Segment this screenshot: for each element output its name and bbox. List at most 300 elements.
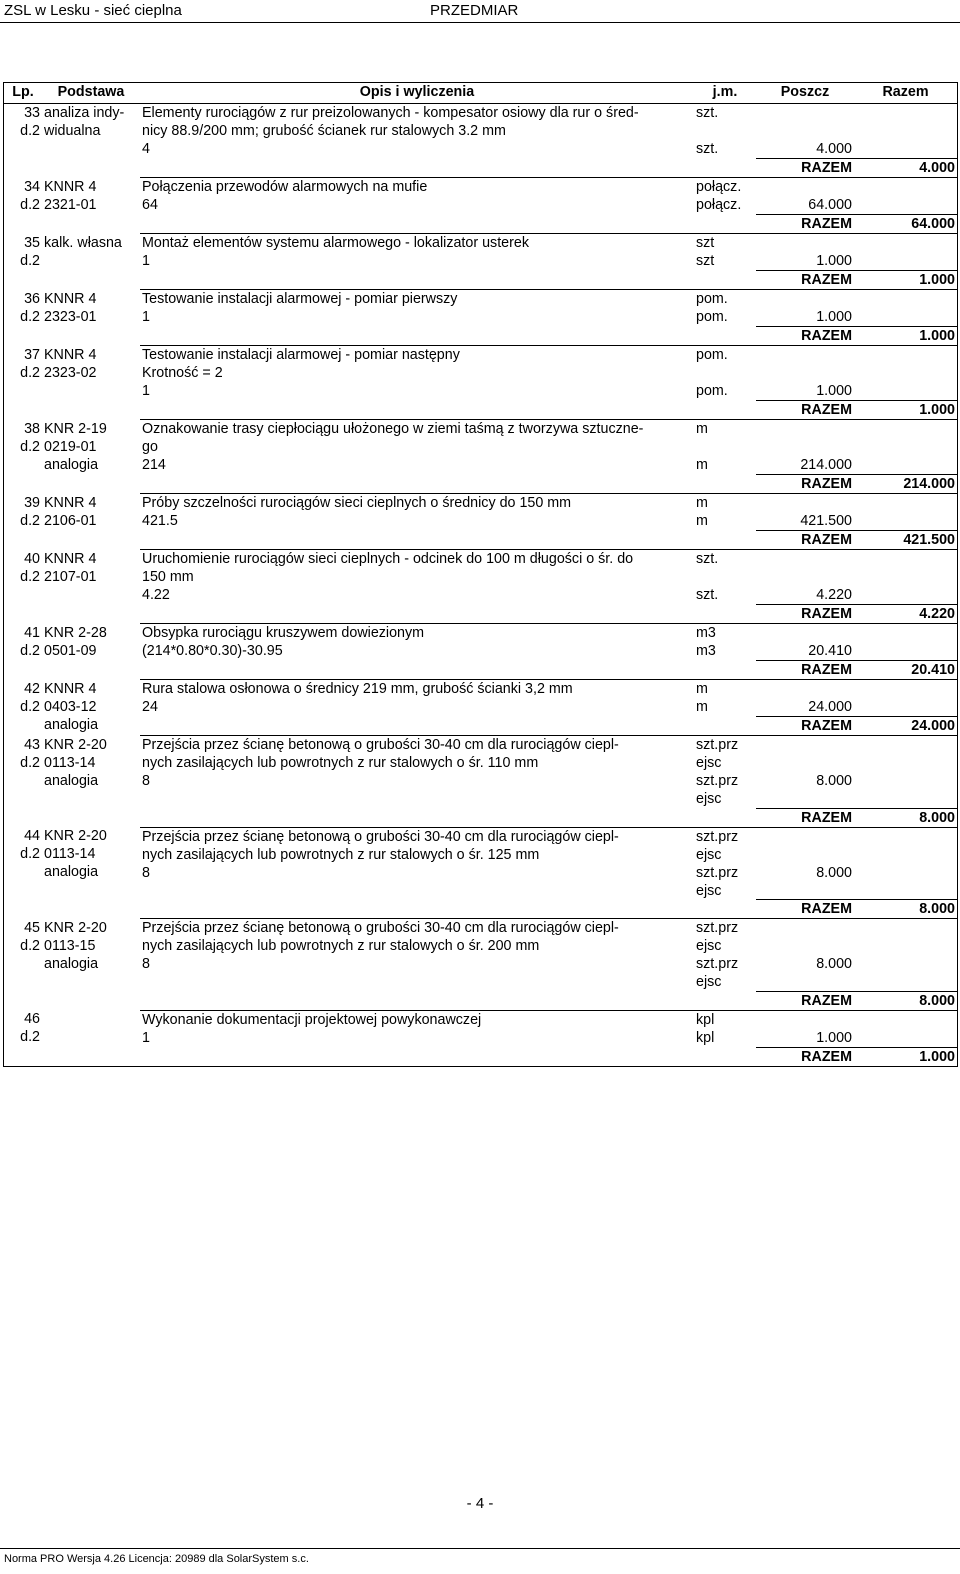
razem-label: RAZEM <box>756 900 854 919</box>
empty-cell <box>140 991 694 1010</box>
lp-line: 34 <box>24 178 40 195</box>
razem-label: RAZEM <box>756 475 854 494</box>
opis-line: nych zasilających lub powrotnych z rur stalowych o śr. 200 mm <box>142 938 540 954</box>
item-opis <box>140 104 694 141</box>
item-calc: 1 <box>142 253 150 269</box>
lp-line: 35 <box>24 234 40 251</box>
table-row <box>4 680 958 699</box>
opis-line: Próby szczelności rurociągów sieci cieplnych o średnicy do 150 mm <box>142 495 572 511</box>
item-calc: 8 <box>142 956 150 972</box>
item-opis <box>140 420 694 457</box>
razem-row <box>4 531 958 550</box>
empty-cell <box>756 178 854 197</box>
empty-cell <box>694 159 756 178</box>
item-jm: szt.prz ejsc <box>696 737 739 771</box>
item-jm: pom. <box>696 291 728 307</box>
empty-cell <box>854 919 958 956</box>
opis-line: Przejścia przez ścianę betonową o grubości 30-40 cm dla rurociągów ciepl- <box>142 920 619 936</box>
empty-cell <box>694 327 756 346</box>
footer-divider <box>0 1548 960 1549</box>
razem-row <box>4 661 958 680</box>
podstawa-line: 0501-09 <box>44 642 97 659</box>
empty-cell <box>140 475 694 494</box>
item-calc-jm: szt. <box>696 587 719 603</box>
razem-row <box>4 808 958 827</box>
opis-line: nych zasilających lub powrotnych z rur stalowych o śr. 110 mm <box>142 755 539 771</box>
empty-cell <box>694 271 756 290</box>
razem-row <box>4 475 958 494</box>
podstawa-line: 2321-01 <box>44 196 97 213</box>
table-row <box>4 1010 958 1029</box>
razem-label: RAZEM <box>756 808 854 827</box>
razem-row <box>4 271 958 290</box>
item-lp <box>4 346 43 420</box>
item-calc-jm: m <box>696 699 708 715</box>
table-row <box>4 346 958 383</box>
empty-cell <box>756 234 854 253</box>
empty-cell <box>854 104 958 141</box>
podstawa-line: KNNR 4 <box>44 178 97 195</box>
item-calc-jm: szt.prz ejsc <box>696 864 739 899</box>
empty-cell <box>854 586 958 605</box>
podstawa-line: KNR 2-19 <box>44 420 107 437</box>
item-calc: 1 <box>142 383 150 399</box>
item-poszcz: 1.000 <box>816 383 852 399</box>
podstawa-line: 2323-01 <box>44 308 97 325</box>
table-row <box>4 550 958 587</box>
empty-cell <box>854 512 958 531</box>
razem-row <box>4 215 958 234</box>
item-opis <box>140 680 694 699</box>
empty-cell <box>756 346 854 383</box>
item-opis <box>140 550 694 587</box>
item-podstawa <box>42 234 140 290</box>
empty-cell <box>140 661 694 680</box>
opis-line: Testowanie instalacji alarmowej - pomiar pierwszy <box>142 291 458 307</box>
item-poszcz: 20.410 <box>808 643 852 659</box>
item-calc: 4 <box>142 141 150 157</box>
podstawa-line: analogia <box>44 772 99 789</box>
empty-cell <box>854 234 958 253</box>
item-opis <box>140 178 694 197</box>
empty-cell <box>756 827 854 864</box>
header-divider <box>0 22 960 23</box>
item-poszcz: 24.000 <box>808 699 852 715</box>
empty-cell <box>694 661 756 680</box>
lp-line: d.2 <box>20 252 40 269</box>
podstawa-line: KNR 2-28 <box>44 624 107 641</box>
empty-cell <box>694 605 756 624</box>
header-document-type: PRZEDMIAR <box>430 2 519 19</box>
item-podstawa <box>42 1010 140 1066</box>
empty-cell <box>854 680 958 699</box>
razem-label: RAZEM <box>756 215 854 234</box>
podstawa-line: KNNR 4 <box>44 346 97 363</box>
empty-cell <box>694 808 756 827</box>
item-opis <box>140 234 694 253</box>
calc-row <box>4 772 958 808</box>
empty-cell <box>756 919 854 956</box>
item-lp <box>4 827 43 919</box>
item-opis <box>140 919 694 956</box>
razem-value: 64.000 <box>854 215 958 234</box>
podstawa-line: 0403-12 <box>44 698 97 715</box>
item-poszcz: 421.500 <box>800 513 852 529</box>
item-lp <box>4 919 43 1011</box>
razem-row <box>4 159 958 178</box>
empty-cell <box>694 475 756 494</box>
empty-cell <box>756 680 854 699</box>
podstawa-line: analiza indy- <box>44 105 125 121</box>
item-calc: 8 <box>142 773 150 789</box>
opis-line: Wykonanie dokumentacji projektowej powykonawczej <box>142 1011 482 1028</box>
empty-cell <box>140 717 694 736</box>
opis-line: Uruchomienie rurociągów sieci cieplnych - odcinek do 100 m długości o śr. do <box>142 551 634 567</box>
empty-cell <box>854 456 958 475</box>
item-jm: kpl <box>696 1011 715 1028</box>
podstawa-line: 0113-14 <box>44 754 96 771</box>
item-lp <box>4 234 43 290</box>
podstawa-line: KNR 2-20 <box>44 919 107 936</box>
item-opis <box>140 624 694 643</box>
table-header-row <box>4 83 958 104</box>
item-poszcz: 64.000 <box>808 197 852 213</box>
razem-value: 4.000 <box>854 159 958 178</box>
lp-line: d.2 <box>20 196 40 213</box>
col-header-poszcz: Poszcz <box>756 83 854 104</box>
item-lp <box>4 736 43 828</box>
calc-row <box>4 1029 958 1048</box>
razem-value: 1.000 <box>854 401 958 420</box>
item-calc: (214*0.80*0.30)-30.95 <box>142 643 283 659</box>
razem-value: 24.000 <box>854 717 958 736</box>
empty-cell <box>854 252 958 271</box>
item-opis <box>140 1010 694 1029</box>
empty-cell <box>854 420 958 457</box>
item-calc-jm: szt.prz ejsc <box>696 956 739 990</box>
empty-cell <box>694 401 756 420</box>
item-lp <box>4 680 43 736</box>
table-row <box>4 178 958 197</box>
empty-cell <box>854 550 958 587</box>
col-header-opis: Opis i wyliczenia <box>140 83 694 104</box>
col-header-razem: Razem <box>854 83 958 104</box>
calc-row <box>4 140 958 159</box>
razem-label: RAZEM <box>756 605 854 624</box>
table-row <box>4 827 958 864</box>
razem-value: 421.500 <box>854 531 958 550</box>
empty-cell <box>694 991 756 1010</box>
item-calc-jm: m <box>696 513 708 529</box>
calc-row <box>4 864 958 900</box>
item-poszcz: 8.000 <box>816 773 852 789</box>
razem-value: 8.000 <box>854 900 958 919</box>
opis-line: Montaż elementów systemu alarmowego - lokalizator usterek <box>142 235 529 251</box>
item-calc-jm: szt. <box>696 141 719 157</box>
item-calc: 421.5 <box>142 513 178 529</box>
item-jm: szt.prz ejsc <box>696 920 739 954</box>
empty-cell <box>140 215 694 234</box>
calc-row <box>4 642 958 661</box>
item-opis <box>140 827 694 864</box>
item-calc: 64 <box>142 197 158 213</box>
opis-line: Krotność = 2 <box>142 365 223 381</box>
opis-line: Testowanie instalacji alarmowej - pomiar następny <box>142 347 460 363</box>
empty-cell <box>756 420 854 457</box>
opis-line: Elementy rurociągów z rur preizolowanych - kompesator osiowy dla rur o śred- <box>142 105 639 121</box>
item-poszcz: 1.000 <box>816 309 852 325</box>
podstawa-line: KNR 2-20 <box>44 828 107 844</box>
razem-value: 8.000 <box>854 991 958 1010</box>
calc-row <box>4 252 958 271</box>
calc-row <box>4 586 958 605</box>
podstawa-line: KNNR 4 <box>44 494 97 511</box>
empty-cell <box>140 900 694 919</box>
opis-line: Rura stalowa osłonowa o średnicy 219 mm, grubość ścianki 3,2 mm <box>142 681 573 697</box>
table-row <box>4 919 958 956</box>
empty-cell <box>756 104 854 141</box>
lp-line: 42 <box>24 680 40 697</box>
item-podstawa <box>42 736 140 828</box>
item-opis <box>140 494 694 513</box>
item-calc-jm: szt <box>696 253 715 269</box>
empty-cell <box>854 624 958 643</box>
item-calc: 1 <box>142 309 150 325</box>
item-calc: 4.22 <box>142 587 170 603</box>
lp-line: d.2 <box>20 512 40 529</box>
empty-cell <box>854 827 958 864</box>
item-poszcz: 8.000 <box>816 864 852 881</box>
item-jm: pom. <box>696 347 728 363</box>
razem-value: 1.000 <box>854 327 958 346</box>
podstawa-line: 2106-01 <box>44 512 97 529</box>
razem-value: 8.000 <box>854 808 958 827</box>
item-podstawa <box>42 420 140 494</box>
opis-line: Oznakowanie trasy ciepłociągu ułożonego w ziemi taśmą z tworzywa sztuczne- <box>142 421 644 437</box>
empty-cell <box>854 140 958 159</box>
lp-line: 38 <box>24 420 40 437</box>
empty-cell <box>756 290 854 309</box>
item-calc: 8 <box>142 864 150 881</box>
table-row <box>4 624 958 643</box>
empty-cell <box>140 271 694 290</box>
lp-line: d.2 <box>20 308 40 325</box>
podstawa-line: KNNR 4 <box>44 680 97 697</box>
empty-cell <box>140 401 694 420</box>
empty-cell <box>756 736 854 773</box>
empty-cell <box>854 346 958 383</box>
razem-row <box>4 900 958 919</box>
calc-row <box>4 512 958 531</box>
empty-cell <box>854 308 958 327</box>
lp-line: d.2 <box>20 364 40 381</box>
empty-cell <box>140 808 694 827</box>
item-lp <box>4 494 43 550</box>
item-opis <box>140 290 694 309</box>
opis-line: 150 mm <box>142 569 194 585</box>
calc-row <box>4 196 958 215</box>
item-lp <box>4 420 43 494</box>
opis-line: Połączenia przewodów alarmowych na mufie <box>142 179 428 195</box>
lp-line: 46 <box>24 1011 40 1027</box>
item-jm: m <box>696 681 708 697</box>
opis-line: nych zasilających lub powrotnych z rur stalowych o śr. 125 mm <box>142 846 540 863</box>
razem-value: 214.000 <box>854 475 958 494</box>
lp-line: 40 <box>24 550 40 567</box>
podstawa-line: analogia <box>44 864 99 880</box>
lp-line: d.2 <box>20 642 40 659</box>
item-calc: 24 <box>142 699 158 715</box>
empty-cell <box>756 624 854 643</box>
razem-label: RAZEM <box>756 327 854 346</box>
empty-cell <box>694 900 756 919</box>
lp-line: 41 <box>24 624 40 641</box>
table-body <box>4 104 958 1067</box>
item-jm: połącz. <box>696 179 742 195</box>
item-podstawa <box>42 550 140 624</box>
lp-line: d.2 <box>20 937 40 954</box>
item-jm: szt. <box>696 105 719 121</box>
item-podstawa <box>42 290 140 346</box>
lp-line: d.2 <box>20 1029 40 1045</box>
empty-cell <box>756 550 854 587</box>
lp-line: d.2 <box>20 846 40 862</box>
item-calc-jm: kpl <box>696 1029 715 1046</box>
razem-value: 20.410 <box>854 661 958 680</box>
calc-row <box>4 955 958 991</box>
item-podstawa <box>42 680 140 736</box>
lp-line: d.2 <box>20 698 40 715</box>
podstawa-line: 2107-01 <box>44 568 97 585</box>
lp-line: 37 <box>24 346 40 363</box>
item-podstawa <box>42 827 140 919</box>
item-calc-jm: m3 <box>696 643 716 659</box>
razem-row <box>4 1047 958 1066</box>
item-lp <box>4 550 43 624</box>
podstawa-line: KNR 2-20 <box>44 736 107 753</box>
calc-row <box>4 382 958 401</box>
razem-row <box>4 991 958 1010</box>
item-calc-jm: pom. <box>696 309 728 325</box>
item-poszcz: 1.000 <box>816 1029 852 1046</box>
empty-cell <box>756 494 854 513</box>
opis-line: Obsypka rurociągu kruszywem dowiezionym <box>142 625 425 641</box>
table-row <box>4 736 958 773</box>
item-jm: szt. <box>696 551 719 567</box>
table-row <box>4 290 958 309</box>
empty-cell <box>140 605 694 624</box>
opis-line: Przejścia przez ścianę betonową o grubości 30-40 cm dla rurociągów ciepl- <box>142 737 619 753</box>
empty-cell <box>854 1010 958 1029</box>
empty-cell <box>854 864 958 900</box>
empty-cell <box>854 494 958 513</box>
table-row <box>4 234 958 253</box>
empty-cell <box>756 1010 854 1029</box>
opis-line: nicy 88.9/200 mm; grubość ścianek rur stalowych 3.2 mm <box>142 123 506 139</box>
empty-cell <box>694 215 756 234</box>
empty-cell <box>854 642 958 661</box>
item-lp <box>4 290 43 346</box>
col-header-lp: Lp. <box>4 83 43 104</box>
opis-line: go <box>142 439 158 455</box>
podstawa-line: 0113-14 <box>44 846 96 862</box>
lp-line: 36 <box>24 290 40 307</box>
razem-label: RAZEM <box>756 717 854 736</box>
item-poszcz: 1.000 <box>816 253 852 269</box>
razem-label: RAZEM <box>756 661 854 680</box>
calc-row <box>4 308 958 327</box>
item-lp <box>4 1010 43 1066</box>
item-podstawa <box>42 494 140 550</box>
empty-cell <box>854 955 958 991</box>
razem-label: RAZEM <box>756 271 854 290</box>
item-podstawa <box>42 178 140 234</box>
empty-cell <box>854 196 958 215</box>
item-podstawa <box>42 624 140 680</box>
item-jm: szt.prz ejsc <box>696 828 739 863</box>
item-jm: m <box>696 421 708 437</box>
empty-cell <box>694 531 756 550</box>
item-poszcz: 8.000 <box>816 956 852 972</box>
podstawa-line: analogia <box>44 456 99 473</box>
item-podstawa <box>42 919 140 1011</box>
item-calc-jm: m <box>696 457 708 473</box>
razem-value: 1.000 <box>854 1047 958 1066</box>
calc-row <box>4 698 958 717</box>
lp-line: d.2 <box>20 123 40 139</box>
table-row <box>4 494 958 513</box>
item-podstawa <box>42 346 140 420</box>
podstawa-line: analogia <box>44 716 99 733</box>
razem-value: 1.000 <box>854 271 958 290</box>
razem-label: RAZEM <box>756 401 854 420</box>
podstawa-line: 0113-15 <box>44 937 96 954</box>
item-poszcz: 4.000 <box>816 141 852 157</box>
podstawa-line: 0219-01 <box>44 438 97 455</box>
lp-line: d.2 <box>20 438 40 455</box>
calc-row <box>4 456 958 475</box>
item-lp <box>4 624 43 680</box>
razem-row <box>4 717 958 736</box>
item-opis <box>140 736 694 773</box>
page-header <box>0 0 960 22</box>
item-jm: m3 <box>696 625 716 641</box>
empty-cell <box>854 698 958 717</box>
table-row <box>4 104 958 141</box>
razem-label: RAZEM <box>756 991 854 1010</box>
podstawa-line: kalk. własna <box>44 234 122 251</box>
lp-line: d.2 <box>20 568 40 585</box>
empty-cell <box>854 290 958 309</box>
lp-line: d.2 <box>20 754 40 771</box>
col-header-podstawa: Podstawa <box>42 83 140 104</box>
item-calc-jm: połącz. <box>696 197 742 213</box>
empty-cell <box>854 736 958 773</box>
empty-cell <box>854 178 958 197</box>
przedmiar-table <box>3 82 958 1067</box>
item-jm: szt <box>696 235 715 251</box>
razem-row <box>4 605 958 624</box>
lp-line: 33 <box>24 105 40 121</box>
podstawa-line: KNNR 4 <box>44 290 97 307</box>
item-calc-jm: szt.prz ejsc <box>696 773 739 807</box>
podstawa-line: 2323-02 <box>44 364 97 381</box>
item-poszcz: 4.220 <box>816 587 852 603</box>
item-lp <box>4 178 43 234</box>
item-poszcz: 214.000 <box>800 457 852 473</box>
razem-value: 4.220 <box>854 605 958 624</box>
empty-cell <box>854 382 958 401</box>
